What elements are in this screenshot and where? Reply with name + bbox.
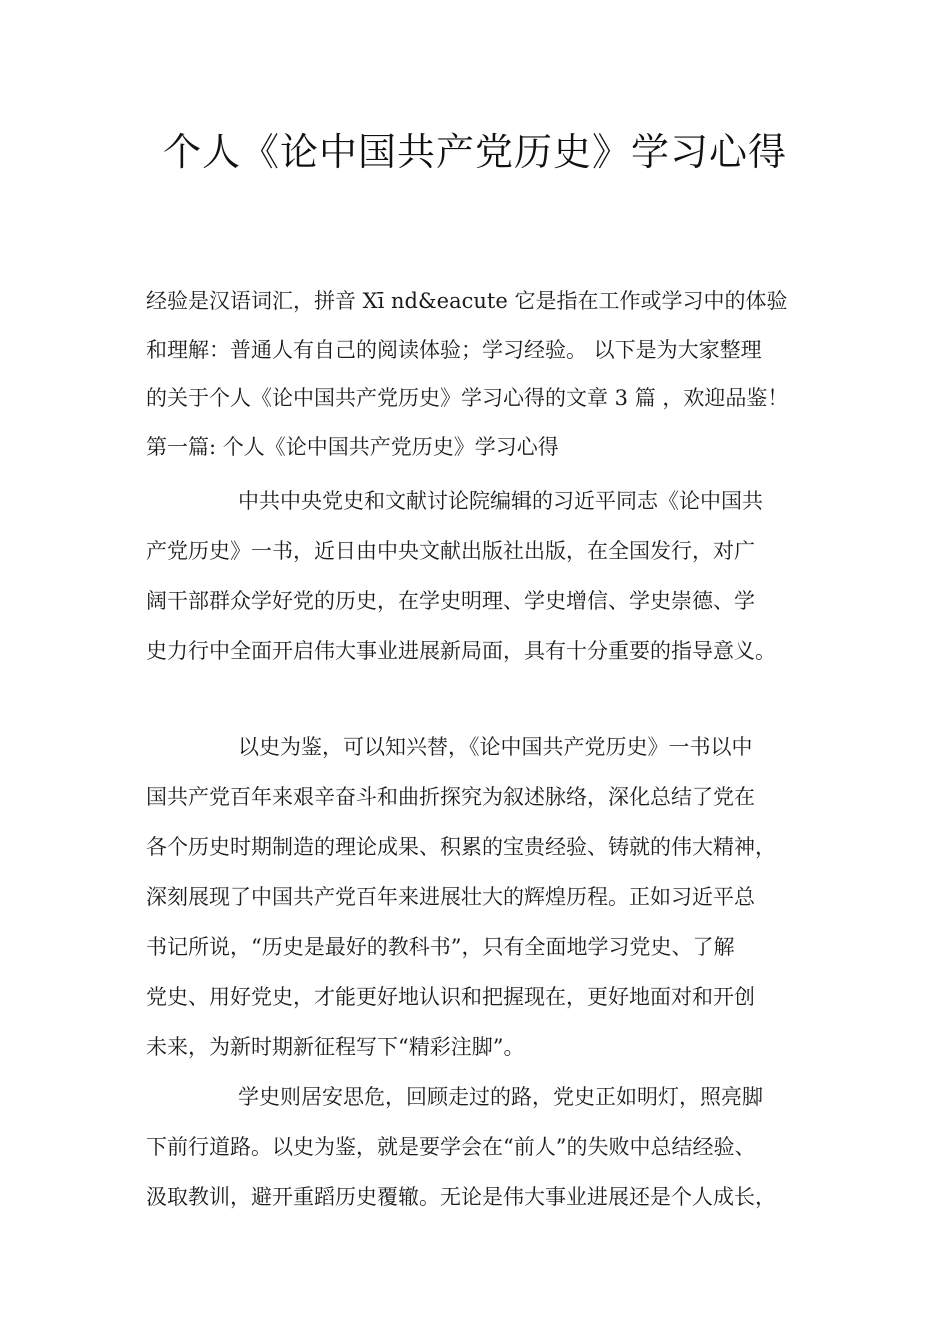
intro-line: 和理解：普通人有自己的阅读体验；学习经验。 以下是为大家整理 — [146, 337, 762, 362]
paragraph-line: 党史、用好党史，才能更好地认识和把握现在，更好地面对和开创 — [146, 985, 755, 1009]
paragraph-1 — [146, 476, 830, 676]
paragraph-line: 学史则居安思危，回顾走过的路，党史正如明灯，照亮脚 — [238, 1085, 763, 1109]
intro-paragraph — [146, 277, 830, 471]
paragraph-line: 史力行中全面开启伟大事业进展新局面，具有十分重要的指导意义。 — [146, 639, 776, 663]
intro-line: 经验是汉语词汇，拼音 Xī nd&eacute 它是指在工作或学习中的体验 — [146, 289, 788, 313]
paragraph-line: 书记所说，“历史是最好的教科书”，只有全面地学习党史、了解 — [146, 935, 735, 959]
paragraph-line: 以史为鉴，可以知兴替，《论中国共产党历史》一书以中 — [238, 735, 753, 759]
paragraph-line: 深刻展现了中国共产党百年来进展壮大的辉煌历程。正如习近平总 — [146, 885, 755, 909]
paragraph-line: 各个历史时期制造的理论成果、积累的宝贵经验、铸就的伟大精神， — [146, 835, 776, 859]
intro-line: 的关于个人《论中国共产党历史》学习心得的文章 3 篇 ，欢迎品鉴！ — [146, 386, 789, 410]
paragraph-line: 下前行道路。以史为鉴，就是要学会在“前人”的失败中总结经验、 — [146, 1135, 756, 1159]
paragraph-line: 阔干部群众学好党的历史，在学史明理、学史增信、学史崇德、学 — [146, 589, 755, 613]
section-heading: 第一篇: 个人《论中国共产党历史》学习心得 — [146, 434, 559, 459]
paragraph-line: 未来，为新时期新征程写下“精彩注脚”。 — [146, 1035, 525, 1059]
paragraph-2 — [146, 722, 830, 1072]
paragraph-line: 产党历史》一书，近日由中央文献出版社出版，在全国发行，对广 — [146, 539, 755, 563]
paragraph-line: 汲取教训，避开重蹈历史覆辙。无论是伟大事业进展还是个人成长， — [146, 1185, 776, 1209]
paragraph-line: 中共中央党史和文献讨论院编辑的习近平同志《论中国共 — [238, 489, 763, 513]
paragraph-3 — [146, 1072, 830, 1222]
document-title: 个人《论中国共产党历史》学习心得 — [162, 130, 787, 174]
paragraph-line: 国共产党百年来艰辛奋斗和曲折探究为叙述脉络，深化总结了党在 — [146, 785, 755, 809]
